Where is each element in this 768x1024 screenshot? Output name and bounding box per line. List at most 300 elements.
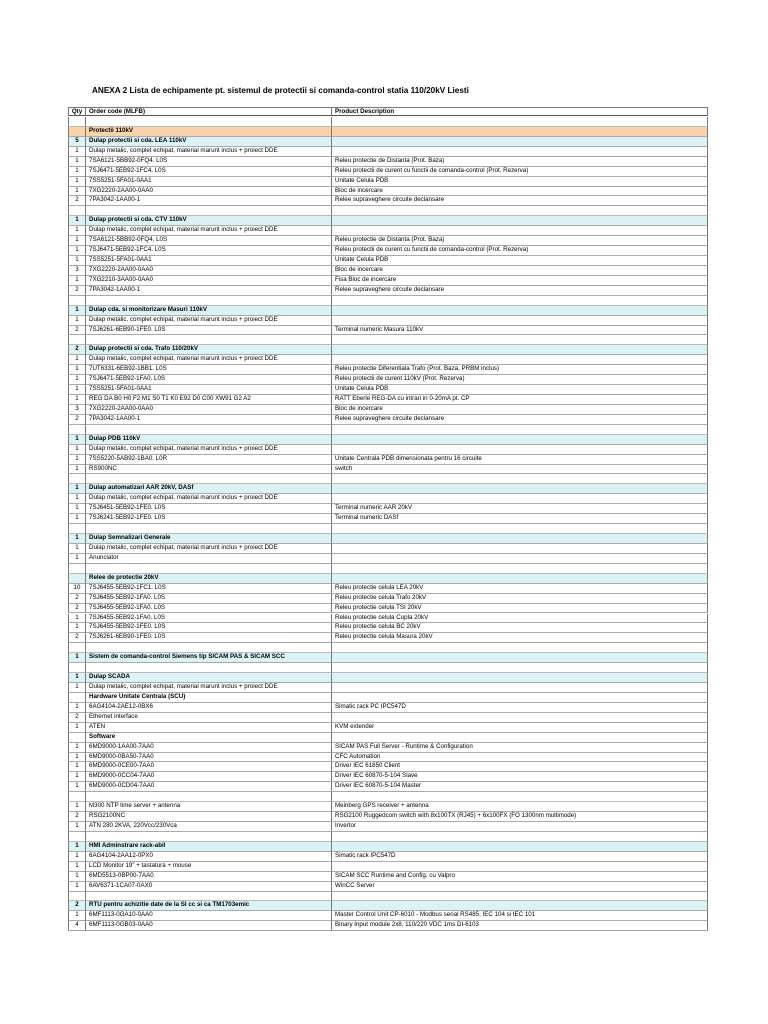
order-code-cell: Dulap PDB 110kV — [86, 435, 332, 445]
description-cell — [332, 554, 708, 564]
qty-cell: 2 — [68, 812, 86, 822]
qty-cell — [68, 663, 86, 673]
table-row — [68, 882, 708, 892]
table-row — [68, 614, 708, 624]
table-row — [68, 355, 708, 365]
order-code-cell: 7SJ6241-5EB92-1FE0. L0S — [86, 514, 332, 524]
order-code-cell — [86, 792, 332, 802]
order-code-cell: 6MD9000-1AA00-7AA0 — [86, 743, 332, 753]
order-code-cell: 6MF1113-0GB03-0AA0 — [86, 921, 332, 931]
header-product-description: Product Description — [332, 107, 708, 116]
order-code-cell: 6MD9000-0CC04-7AA0 — [86, 772, 332, 782]
section-header-row — [68, 574, 708, 584]
description-cell: Releu protectie celula Cupla 20kV — [332, 614, 708, 624]
description-cell: Terminal numeric DASf — [332, 514, 708, 524]
qty-cell: 1 — [68, 743, 86, 753]
qty-cell — [68, 832, 86, 842]
qty-cell: 1 — [68, 226, 86, 236]
qty-cell — [68, 296, 86, 306]
table-row — [68, 455, 708, 465]
order-code-cell: Dulap metalic, complet echipat, material marunt inclus + proiect DDE — [86, 544, 332, 554]
table-row — [68, 921, 708, 931]
description-cell: Releu protectie de Distanta (Prot. Baza) — [332, 236, 708, 246]
qty-cell: 3 — [68, 405, 86, 415]
table-row — [68, 514, 708, 524]
qty-cell — [68, 564, 86, 574]
description-cell — [332, 296, 708, 306]
section-header-row — [68, 484, 708, 494]
section-header-row — [68, 345, 708, 355]
order-code-cell — [86, 524, 332, 534]
description-cell: Master Control Unit CP-6010 - Modbus serial RS485, IEC 104 si IEC 101 — [332, 911, 708, 921]
qty-cell: 1 — [68, 256, 86, 266]
table-row — [68, 266, 708, 276]
table-row — [68, 276, 708, 286]
description-cell — [332, 425, 708, 435]
table-row — [68, 713, 708, 723]
order-code-cell: 7SJ6471-5EB92-1FC4. L0S — [86, 167, 332, 177]
order-code-cell: Dulap Semnalizari Generale — [86, 534, 332, 544]
description-cell: SICAM PAS Full Server - Runtime & Configuration — [332, 743, 708, 753]
description-cell: Relee supraveghere circuite declansare — [332, 196, 708, 206]
order-code-cell: ATN 280 2KVA, 220Vcc/230Vca — [86, 822, 332, 832]
order-code-cell — [86, 892, 332, 902]
description-cell — [332, 137, 708, 147]
description-cell: Releu protectie celula Masura 20kV — [332, 633, 708, 643]
description-cell — [332, 306, 708, 316]
table-row — [68, 544, 708, 554]
order-code-cell: RTU pentru achizitie date de la SI cc si ca TM1703emic — [86, 901, 332, 911]
category-header-row — [68, 127, 708, 137]
order-code-cell: Dulap metalic, complet echipat, material marunt inclus + proiect DDE — [86, 355, 332, 365]
qty-cell: 3 — [68, 266, 86, 276]
description-cell: SICAM SCC Runtime and Config. cu Valpro — [332, 872, 708, 882]
order-code-cell: 7PA3042-1AA00-1 — [86, 415, 332, 425]
qty-cell: 1 — [68, 385, 86, 395]
description-cell — [332, 564, 708, 574]
qty-cell: 4 — [68, 921, 86, 931]
order-code-cell: 7UT6331-6EB92-1BB1. L0S — [86, 365, 332, 375]
table-row — [68, 316, 708, 326]
description-cell: Bloc de incercare — [332, 266, 708, 276]
table-row — [68, 226, 708, 236]
table-row — [68, 286, 708, 296]
description-cell — [332, 435, 708, 445]
order-code-cell: 6AG4104-2AE12-0BX6 — [86, 703, 332, 713]
order-code-cell — [86, 832, 332, 842]
qty-cell: 1 — [68, 802, 86, 812]
order-code-cell: REG DA B0 H0 F2 M1 S0 T1 K0 E92 D0 C00 XW91 G2 A2 — [86, 395, 332, 405]
qty-cell: 1 — [68, 455, 86, 465]
order-code-cell: 7SS5251-5FA01-0AA1 — [86, 385, 332, 395]
qty-cell: 1 — [68, 167, 86, 177]
description-cell: Releu protectie Diferentiala Trafo (Prot. Baza, PRBM inclus) — [332, 365, 708, 375]
table-header — [68, 107, 708, 116]
table-row — [68, 445, 708, 455]
order-code-cell: 6MD9000-0CD04-7AA0 — [86, 782, 332, 792]
description-cell: Driver IEC 60870-5-104 Master — [332, 782, 708, 792]
qty-cell — [68, 127, 86, 137]
description-cell: CFC Automation — [332, 753, 708, 763]
description-cell — [332, 574, 708, 584]
order-code-cell — [86, 474, 332, 484]
table-row — [68, 465, 708, 475]
subsection-row — [68, 693, 708, 703]
blank-row — [68, 792, 708, 802]
description-cell: Relee supraveghere circuite declansare — [332, 286, 708, 296]
qty-cell — [68, 335, 86, 345]
qty-cell: 1 — [68, 494, 86, 504]
order-code-cell: Anunciator — [86, 554, 332, 564]
blank-row — [68, 296, 708, 306]
table-row — [68, 256, 708, 266]
order-code-cell: Relee de protectie 20kV — [86, 574, 332, 584]
description-cell — [332, 355, 708, 365]
qty-cell — [68, 792, 86, 802]
qty-cell — [68, 425, 86, 435]
qty-cell: 1 — [68, 465, 86, 475]
table-row — [68, 187, 708, 197]
order-code-cell: 7XG2220-2AA00-0AA0 — [86, 266, 332, 276]
description-cell — [332, 117, 708, 127]
description-cell: switch — [332, 465, 708, 475]
order-code-cell — [86, 425, 332, 435]
blank-row — [68, 335, 708, 345]
description-cell: Driver IEC 60870-5-104 Slave — [332, 772, 708, 782]
order-code-cell: 6MD9000-0BA50-7AA0 — [86, 753, 332, 763]
table-row — [68, 246, 708, 256]
description-cell — [332, 484, 708, 494]
qty-cell — [68, 733, 86, 743]
qty-cell: 1 — [68, 782, 86, 792]
qty-cell: 10 — [68, 584, 86, 594]
order-code-cell: 7SJ6451-5EB92-1FE0. L0S — [86, 504, 332, 514]
order-code-cell: Dulap SCADA — [86, 673, 332, 683]
qty-cell: 1 — [68, 653, 86, 663]
qty-cell: 2 — [68, 345, 86, 355]
qty-cell: 1 — [68, 246, 86, 256]
qty-cell: 1 — [68, 395, 86, 405]
description-cell: Simatic rack IPC547D — [332, 852, 708, 862]
qty-cell: 1 — [68, 882, 86, 892]
qty-cell: 1 — [68, 683, 86, 693]
table-row — [68, 494, 708, 504]
qty-cell — [68, 693, 86, 703]
table-row — [68, 822, 708, 832]
order-code-cell — [86, 117, 332, 127]
order-code-cell: 7SS5251-5FA01-0AA1 — [86, 177, 332, 187]
blank-row — [68, 832, 708, 842]
description-cell — [332, 792, 708, 802]
order-code-cell: Dulap metalic, complet echipat, material marunt inclus + proiect DDE — [86, 494, 332, 504]
description-cell: RSG2100 Ruggedcom switch with 8x100TX (RJ45) + 6x100FX (FO 1300nm multimode) — [332, 812, 708, 822]
description-cell — [332, 474, 708, 484]
equipment-table — [68, 107, 708, 931]
qty-cell — [68, 643, 86, 653]
order-code-cell: Dulap metalic, complet echipat, material marunt inclus + proiect DDE — [86, 147, 332, 157]
order-code-cell: 7SJ6455-5EB92-1FC1. L0S — [86, 584, 332, 594]
description-cell: KVM extender — [332, 723, 708, 733]
qty-cell: 1 — [68, 842, 86, 852]
order-code-cell — [86, 643, 332, 653]
table-row — [68, 852, 708, 862]
qty-cell: 1 — [68, 554, 86, 564]
table-row — [68, 167, 708, 177]
section-header-row — [68, 435, 708, 445]
qty-cell — [68, 117, 86, 127]
table-row — [68, 504, 708, 514]
order-code-cell: 7SJ6261-6EB90-1FE0. L0S — [86, 633, 332, 643]
order-code-cell: Ethernet interface — [86, 713, 332, 723]
description-cell — [332, 643, 708, 653]
blank-row — [68, 564, 708, 574]
table-row — [68, 872, 708, 882]
section-header-row — [68, 216, 708, 226]
order-code-cell: Dulap metalic, complet echipat, material marunt inclus + proiect DDE — [86, 445, 332, 455]
description-cell: Relee supraveghere circuite declansare — [332, 415, 708, 425]
order-code-cell: LCD Monitor 19" + tastatura + mouse — [86, 862, 332, 872]
section-header-row — [68, 673, 708, 683]
table-row — [68, 743, 708, 753]
table-row — [68, 196, 708, 206]
description-cell: Releu protectii de curent cu functii de comanda-control (Prot. Rezerva) — [332, 246, 708, 256]
order-code-cell: Dulap metalic, complet echipat, material marunt inclus + proiect DDE — [86, 316, 332, 326]
order-code-cell: Software — [86, 733, 332, 743]
description-cell — [332, 216, 708, 226]
qty-cell: 1 — [68, 772, 86, 782]
description-cell: WinCC Server — [332, 882, 708, 892]
qty-cell: 1 — [68, 544, 86, 554]
qty-cell: 1 — [68, 276, 86, 286]
description-cell — [332, 335, 708, 345]
table-row — [68, 703, 708, 713]
description-cell: Driver IEC 61850 Client — [332, 762, 708, 772]
order-code-cell: 6MD5513-0BP00-7AA0 — [86, 872, 332, 882]
order-code-cell — [86, 206, 332, 216]
order-code-cell: Dulap protectii si cda. CTV 110kV — [86, 216, 332, 226]
order-code-cell: 7PA3042-1AA00-1 — [86, 286, 332, 296]
description-cell — [332, 892, 708, 902]
blank-row — [68, 425, 708, 435]
description-cell — [332, 226, 708, 236]
table-row — [68, 762, 708, 772]
description-cell — [332, 445, 708, 455]
description-cell: Binary Input module 2x8, 110/220 VDC 1ms DI-6103 — [332, 921, 708, 931]
qty-cell: 1 — [68, 623, 86, 633]
table-row — [68, 802, 708, 812]
description-cell — [332, 494, 708, 504]
order-code-cell: 7XG2220-2AA00-0AA0 — [86, 405, 332, 415]
qty-cell: 1 — [68, 147, 86, 157]
order-code-cell: 7SS5251-5FA01-0AA1 — [86, 256, 332, 266]
description-cell: Terminal numeric Masura 110kV — [332, 326, 708, 336]
table-row — [68, 911, 708, 921]
order-code-cell: Dulap metalic, complet echipat, material marunt inclus + proiect DDE — [86, 683, 332, 693]
blank-row — [68, 524, 708, 534]
qty-cell: 2 — [68, 633, 86, 643]
order-code-cell: Dulap metalic, complet echipat, material marunt inclus + proiect DDE — [86, 226, 332, 236]
description-cell: RATT Eberle REG-DA cu intrari in 0-20mA pt. CP — [332, 395, 708, 405]
description-cell: Releu protectii de curent 110kV (Prot. Rezerva) — [332, 375, 708, 385]
order-code-cell: 6MD9000-0CE00-7AA0 — [86, 762, 332, 772]
description-cell: Unitate Celula PDB — [332, 256, 708, 266]
table-row — [68, 157, 708, 167]
description-cell — [332, 862, 708, 872]
qty-cell: 2 — [68, 415, 86, 425]
order-code-cell: Protectii 110kV — [86, 127, 332, 137]
qty-cell: 1 — [68, 534, 86, 544]
order-code-cell: 7SJ6455-5EB92-1FA0. L0S — [86, 594, 332, 604]
table-row — [68, 772, 708, 782]
description-cell — [332, 653, 708, 663]
qty-cell: 1 — [68, 365, 86, 375]
qty-cell: 2 — [68, 901, 86, 911]
order-code-cell: 7XG2220-2AA00-0AA0 — [86, 187, 332, 197]
order-code-cell: RSG2100NC — [86, 812, 332, 822]
qty-cell: 1 — [68, 355, 86, 365]
order-code-cell: Hardware Unitate Centrala (SCU) — [86, 693, 332, 703]
order-code-cell — [86, 663, 332, 673]
description-cell: Releu protectie celula Trafo 20kV — [332, 594, 708, 604]
table-row — [68, 683, 708, 693]
document-title: ANEXA 2 Lista de echipamente pt. sistemul de protectii si comanda-control statia 110/20kV Liesti — [92, 86, 469, 95]
blank-row — [68, 663, 708, 673]
order-code-cell — [86, 296, 332, 306]
order-code-cell: Dulap protectii si cda. Trafo 110/20kV — [86, 345, 332, 355]
qty-cell: 2 — [68, 286, 86, 296]
order-code-cell: RS900NC — [86, 465, 332, 475]
qty-cell: 1 — [68, 822, 86, 832]
order-code-cell — [86, 564, 332, 574]
description-cell — [332, 842, 708, 852]
table-row — [68, 395, 708, 405]
description-cell: Unitate Centrala PDB dimensionata pentru 16 circuite — [332, 455, 708, 465]
qty-cell: 1 — [68, 723, 86, 733]
qty-cell: 1 — [68, 614, 86, 624]
description-cell — [332, 673, 708, 683]
qty-cell: 1 — [68, 236, 86, 246]
description-cell: Invertor — [332, 822, 708, 832]
header-order-code: Order code (MLFB) — [86, 107, 332, 116]
qty-cell: 1 — [68, 862, 86, 872]
qty-cell: 1 — [68, 316, 86, 326]
table-row — [68, 385, 708, 395]
qty-cell: 1 — [68, 187, 86, 197]
table-row — [68, 862, 708, 872]
table-row — [68, 326, 708, 336]
qty-cell: 1 — [68, 157, 86, 167]
qty-cell: 2 — [68, 713, 86, 723]
description-cell: Releu protectie celula BC 20kV — [332, 623, 708, 633]
order-code-cell: 7XG2210-3AA00-0AA0 — [86, 276, 332, 286]
description-cell — [332, 683, 708, 693]
qty-cell: 2 — [68, 604, 86, 614]
qty-cell: 2 — [68, 196, 86, 206]
blank-row — [68, 206, 708, 216]
description-cell: Meinberg GPS receiver + antenna — [332, 802, 708, 812]
qty-cell: 1 — [68, 852, 86, 862]
description-cell: Releu protectie de Distanta (Prot. Baza) — [332, 157, 708, 167]
order-code-cell — [86, 335, 332, 345]
blank-row — [68, 474, 708, 484]
qty-cell: 1 — [68, 306, 86, 316]
qty-cell: 1 — [68, 504, 86, 514]
qty-cell: 1 — [68, 673, 86, 683]
description-cell — [332, 713, 708, 723]
header-qty: Qty — [68, 107, 86, 116]
qty-cell: 1 — [68, 762, 86, 772]
blank-row — [68, 892, 708, 902]
table-row — [68, 812, 708, 822]
qty-cell: 1 — [68, 911, 86, 921]
order-code-cell: 7SJ6471-5EB92-1FA0. L0S — [86, 375, 332, 385]
table-row — [68, 405, 708, 415]
table-row — [68, 604, 708, 614]
description-cell: Terminal numeric AAR 20kV — [332, 504, 708, 514]
table-row — [68, 177, 708, 187]
qty-cell: 1 — [68, 872, 86, 882]
section-header-row — [68, 534, 708, 544]
order-code-cell: 6MF1113-0GA10-0AA0 — [86, 911, 332, 921]
order-code-cell: Sistem de comanda-control Siemens tip SICAM PAS & SICAM SCC — [86, 653, 332, 663]
order-code-cell: Dulap cda. si monitorizare Masuri 110kV — [86, 306, 332, 316]
description-cell — [332, 534, 708, 544]
order-code-cell: 7SJ6471-5EB92-1FC4. L0S — [86, 246, 332, 256]
blank-row — [68, 643, 708, 653]
table-row — [68, 584, 708, 594]
description-cell — [332, 733, 708, 743]
description-cell: Unitate Celula PDB — [332, 385, 708, 395]
table-row — [68, 365, 708, 375]
order-code-cell: 6AG4104-2AA12-0PX0 — [86, 852, 332, 862]
table-row — [68, 782, 708, 792]
order-code-cell: M300 NTP time server + antenna — [86, 802, 332, 812]
description-cell: Releu protectii de curent cu functii de comanda-control (Prot. Rezerva) — [332, 167, 708, 177]
description-cell — [332, 544, 708, 554]
qty-cell — [68, 892, 86, 902]
order-code-cell: Dulap protectii si cda. LEA 110kV — [86, 137, 332, 147]
qty-cell: 1 — [68, 703, 86, 713]
description-cell — [332, 693, 708, 703]
qty-cell: 1 — [68, 375, 86, 385]
qty-cell: 1 — [68, 753, 86, 763]
order-code-cell: 7SJ6455-5EB92-1FA0. L0S — [86, 604, 332, 614]
section-header-row — [68, 842, 708, 852]
qty-cell: 1 — [68, 484, 86, 494]
description-cell — [332, 524, 708, 534]
description-cell: Bloc de incercare — [332, 405, 708, 415]
order-code-cell: Dulap automatizari AAR 20kV, DASf — [86, 484, 332, 494]
order-code-cell: 7SJ6455-5EB92-1FA0. L0S — [86, 614, 332, 624]
table-row — [68, 633, 708, 643]
qty-cell: 1 — [68, 216, 86, 226]
description-cell — [332, 316, 708, 326]
order-code-cell: 6AV6371-1CA07-0AX0 — [86, 882, 332, 892]
order-code-cell: 7PA3042-1AA00-1 — [86, 196, 332, 206]
table-row — [68, 236, 708, 246]
subsection-row — [68, 733, 708, 743]
table-row — [68, 147, 708, 157]
section-header-row — [68, 653, 708, 663]
order-code-cell: 7SJ6455-5EB92-1FE0. L0S — [86, 623, 332, 633]
qty-cell: 1 — [68, 514, 86, 524]
qty-cell: 2 — [68, 326, 86, 336]
description-cell — [332, 663, 708, 673]
description-cell — [332, 127, 708, 137]
description-cell: Releu protectie celula TSI 20kV — [332, 604, 708, 614]
table-row — [68, 415, 708, 425]
qty-cell — [68, 474, 86, 484]
